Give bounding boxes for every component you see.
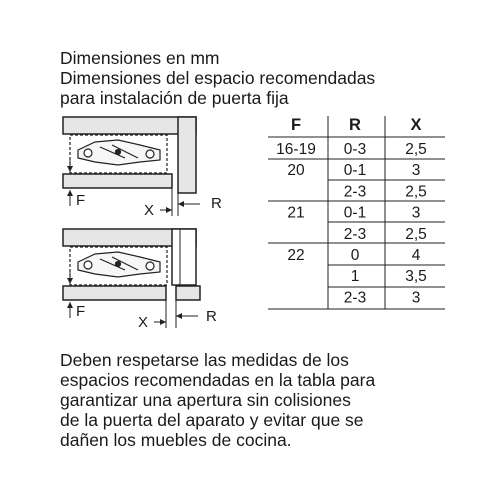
top-x-label: X (144, 202, 155, 219)
footer-line-5: dañen los muebles de cocina. (60, 430, 292, 450)
table-row (351, 268, 427, 285)
table-cell-x: 4 (411, 247, 421, 264)
footer-line-4: de la puerta del aparato y evitar que se (60, 410, 364, 430)
top-door-panel (63, 174, 172, 188)
table-cell-r: 0 (350, 247, 360, 264)
footer-text (60, 350, 480, 450)
top-r-label: R (211, 195, 222, 212)
table-cell-f: 22 (287, 247, 305, 264)
footer-line-3: garantizar una apertura sin colisiones (60, 390, 351, 410)
table-cell-r: 0-3 (343, 141, 367, 158)
table-cell-f: 20 (287, 162, 305, 180)
table-cell-f: 21 (287, 204, 305, 222)
table-cell-r: 0-1 (343, 162, 367, 180)
table-cell-x: 2,5 (405, 225, 427, 243)
bottom-door-panel (63, 286, 166, 300)
header-line-2: Dimensiones del espacio recomendadas (60, 68, 376, 88)
bottom-x-label: X (138, 314, 149, 331)
table-cell-f: 16-19 (276, 141, 316, 158)
table-cell-x: 3 (411, 162, 421, 180)
table-cell-r: 1 (350, 268, 360, 286)
table-cell-x: 3 (411, 204, 421, 222)
table-row (287, 162, 420, 179)
table-row (344, 289, 421, 306)
table-cell-x: 2,5 (405, 183, 427, 201)
top-cabinet-top-panel (63, 117, 196, 134)
table-cell-x: 3,5 (405, 268, 427, 286)
table-row (287, 247, 420, 264)
table-cell-r: 2-3 (343, 183, 367, 201)
table-header-f: F (290, 116, 302, 134)
bottom-adjacent-panel (176, 286, 200, 300)
footer-line-1: Deben respetarse las medidas de los (60, 350, 349, 370)
header-line-1: Dimensiones en mm (60, 48, 220, 68)
table-row (287, 205, 420, 222)
table-cell-r: 2-3 (343, 225, 367, 243)
bottom-r-label: R (206, 308, 217, 325)
bottom-f-label: F (76, 303, 86, 320)
table-header-x: X (410, 116, 422, 134)
table-cell-r: 0-1 (343, 204, 367, 222)
table-row (276, 141, 427, 158)
footer-line-2: espacios recomendadas en la tabla para (60, 370, 376, 390)
top-cabinet-side-panel (178, 117, 196, 193)
table-cell-x: 3 (411, 289, 421, 307)
table-header-r: R (349, 116, 361, 134)
header-line-3: para instalación de puerta fija (60, 88, 289, 108)
top-f-label: F (76, 192, 86, 209)
table-cell-r: 2-3 (343, 289, 367, 307)
bottom-cabinet-side-panel (172, 229, 196, 285)
bottom-hinge-diagram (63, 229, 217, 331)
dimension-table (268, 116, 445, 309)
top-hinge-diagram (63, 117, 222, 219)
table-cell-x: 2,5 (405, 141, 427, 158)
